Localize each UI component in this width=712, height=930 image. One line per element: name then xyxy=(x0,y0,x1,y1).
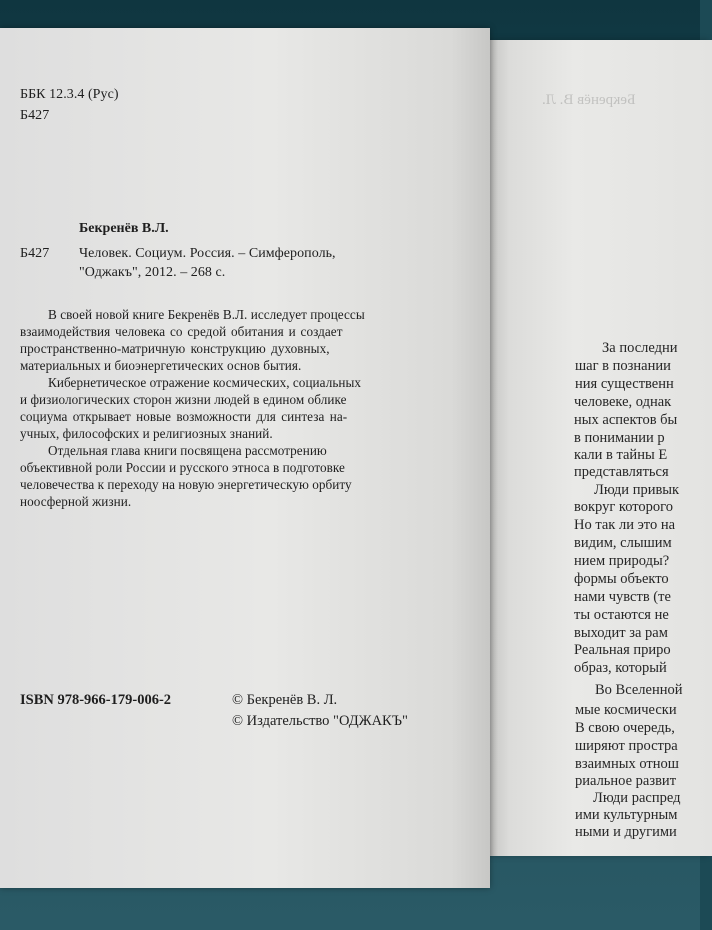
right-text-line: в понимании р xyxy=(574,430,665,446)
right-text-line: ты остаются не xyxy=(574,607,669,623)
author-code: Б427 xyxy=(20,108,50,123)
annotation-line: взаимодействия человека со средой обитания и создает xyxy=(20,324,343,339)
annotation-line: учных, философских и религиозных знаний. xyxy=(20,426,273,441)
right-text-line: образ, который xyxy=(574,660,667,676)
annotation-line: Отдельная глава книги посвящена рассмотрению xyxy=(48,443,327,458)
annotation-line: социума открывает новые возможности для синтеза на- xyxy=(20,409,348,424)
annotation-line: Кибернетическое отражение космических, социальных xyxy=(48,375,362,390)
isbn: ISBN 978-966-179-006-2 xyxy=(20,692,172,708)
right-text-line: риальное развит xyxy=(575,773,677,789)
bibliographic-entry-line-2: "Оджакъ", 2012. – 268 с. xyxy=(79,265,226,280)
copyright-publisher: © Издательство "ОДЖАКЪ" xyxy=(232,713,408,729)
bbk-classification: ББК 12.3.4 (Рус) xyxy=(20,87,119,102)
right-text-line: видим, слышим xyxy=(574,535,672,551)
right-text-line: взаимных отнош xyxy=(575,756,679,772)
right-text-line: ными и другими xyxy=(575,824,677,840)
right-page xyxy=(482,40,712,856)
copyright-author: © Бекренёв В. Л. xyxy=(232,692,338,708)
right-text-line: В свою очередь, xyxy=(575,720,675,736)
right-text-line: мые космически xyxy=(575,702,677,718)
annotation-line: ноосферной жизни. xyxy=(20,494,132,509)
right-text-line: Во Вселенной xyxy=(595,682,683,698)
annotation-line: В своей новой книге Бекренёв В.Л. исследует процессы xyxy=(48,307,365,322)
right-text-line: нами чувств (те xyxy=(574,589,671,605)
right-text-line: ширяют простра xyxy=(575,738,678,754)
annotation-line: и физиологических сторон жизни людей в едином облике xyxy=(20,392,347,407)
right-text-line: Но так ли это на xyxy=(574,517,676,533)
right-text-line: вокруг которого xyxy=(574,499,674,515)
right-text-line: нием природы? xyxy=(574,553,670,569)
right-text-line: За последни xyxy=(602,340,678,356)
author-heading: Бекренёв В.Л. xyxy=(79,221,169,236)
right-text-line: представляться xyxy=(574,464,669,480)
annotation-line: человечества к переходу на новую энергетическую орбиту xyxy=(20,477,352,492)
annotation-line: объективной роли России и русского этноса в подготовке xyxy=(20,460,345,475)
right-text-line: ния существенн xyxy=(575,376,674,392)
right-text-line: Люди привык xyxy=(594,482,680,498)
right-text-line: выходит за рам xyxy=(574,625,668,641)
entry-code: Б427 xyxy=(20,246,50,261)
bleed-through-text: Бекренёв В. Л. xyxy=(542,92,636,108)
annotation-line: пространственно-матричную конструкцию духовных, xyxy=(20,341,330,356)
left-page xyxy=(0,28,490,888)
right-text-line: человеке, однак xyxy=(574,394,672,410)
bibliographic-entry-line-1: Человек. Социум. Россия. – Симферополь, xyxy=(79,246,336,261)
right-text-line: шаг в познании xyxy=(575,358,671,374)
right-text-line: Люди распред xyxy=(593,790,681,806)
right-text-line: ими культурным xyxy=(575,807,678,823)
annotation-line: материальных и биоэнергетических основ бытия. xyxy=(20,358,302,373)
right-text-line: Реальная приро xyxy=(574,642,671,658)
right-text-line: формы объекто xyxy=(574,571,669,587)
right-text-line: ных аспектов бы xyxy=(574,412,678,428)
right-text-line: кали в тайны Е xyxy=(574,447,668,463)
